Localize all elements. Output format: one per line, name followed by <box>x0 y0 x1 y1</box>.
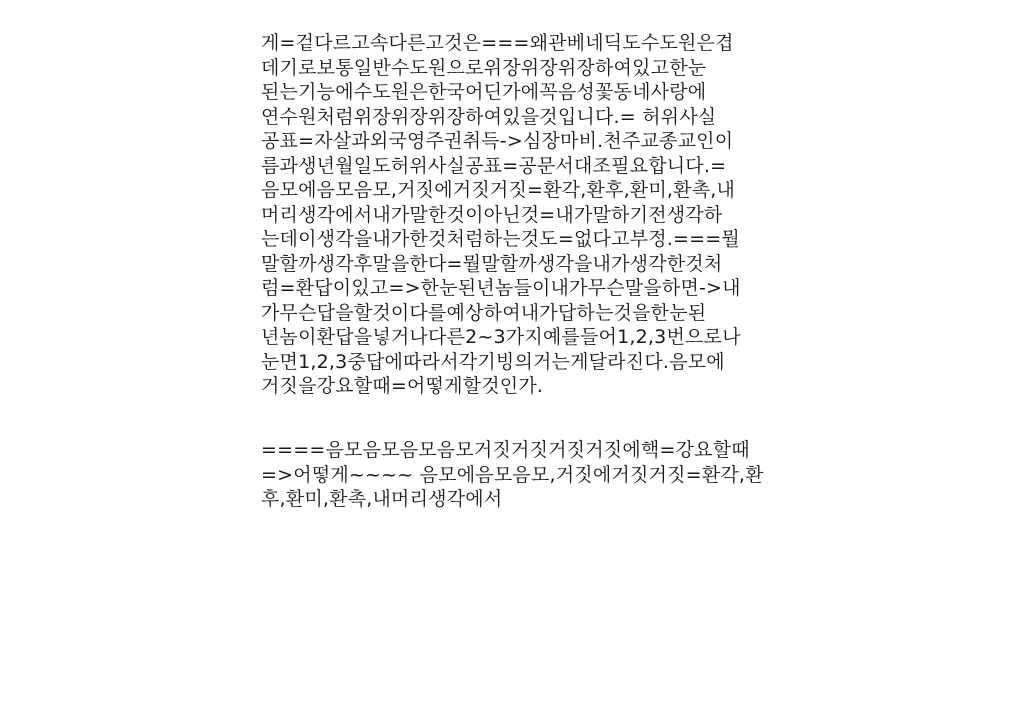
text-line: 년놈이환답을넣거나다른2~3가지예를들어1,2,3번으로나 <box>261 326 741 348</box>
text-line: 는데이생각을내가한것처럼하는것도=없다고부정.===뭘 <box>261 228 740 250</box>
text-line: 름과생년월일도허위사실공표=공문서대조필요합니다.= <box>261 154 727 177</box>
paragraph-2 <box>261 438 771 512</box>
text-line: 연수원처럼위장위장위장하여있을것입니다.= 허위사실 <box>261 105 717 128</box>
text-line: ====음모음모음모음모거짓거짓거짓거짓에핵=강요할때 <box>261 439 750 461</box>
text-line: 말할까생각후말을한다=뭘말할까생각을내가생각한것처 <box>261 252 723 275</box>
text-line: 게=겉다르고속다른고것은===왜관베네딕도수도원은겹 <box>261 32 734 54</box>
text-line: 데기로보통일반수도원으로위장위장위장하여있고한눈 <box>261 56 707 79</box>
text-line: 공표=자살과외국영주권취득->심장마비.천주교종교인이 <box>261 130 734 152</box>
text-line: 머리생각에서내가말한것이아닌것=내가말하기전생각하 <box>261 203 723 226</box>
text-line: 눈면1,2,3중답에따라서각기빙의거는게달라진다.음모에 <box>261 350 725 373</box>
text-line: 된는기능에수도원은한국어딘가에꼭음성꽃동네사랑에 <box>261 81 707 103</box>
text-line: 음모에음모음모,거짓에거짓거짓=환각,환후,환미,환촉,내 <box>261 179 736 201</box>
text-line: 거짓을강요할때=어떻게할것인가. <box>261 375 544 397</box>
paragraph-1 <box>261 31 771 399</box>
text-line: 럼=환답이있고=>한눈된년놈들이내가무슨말을하면->내 <box>261 277 741 299</box>
text-line: 후,환미,환촉,내머리생각에서 <box>261 488 503 510</box>
text-line: =>어떻게~~~~ 음모에음모음모,거짓에거짓거짓=환각,환 <box>261 463 764 486</box>
text-line: 가무슨답을할것이다를예상하여내가답하는것을한눈된 <box>261 301 707 324</box>
